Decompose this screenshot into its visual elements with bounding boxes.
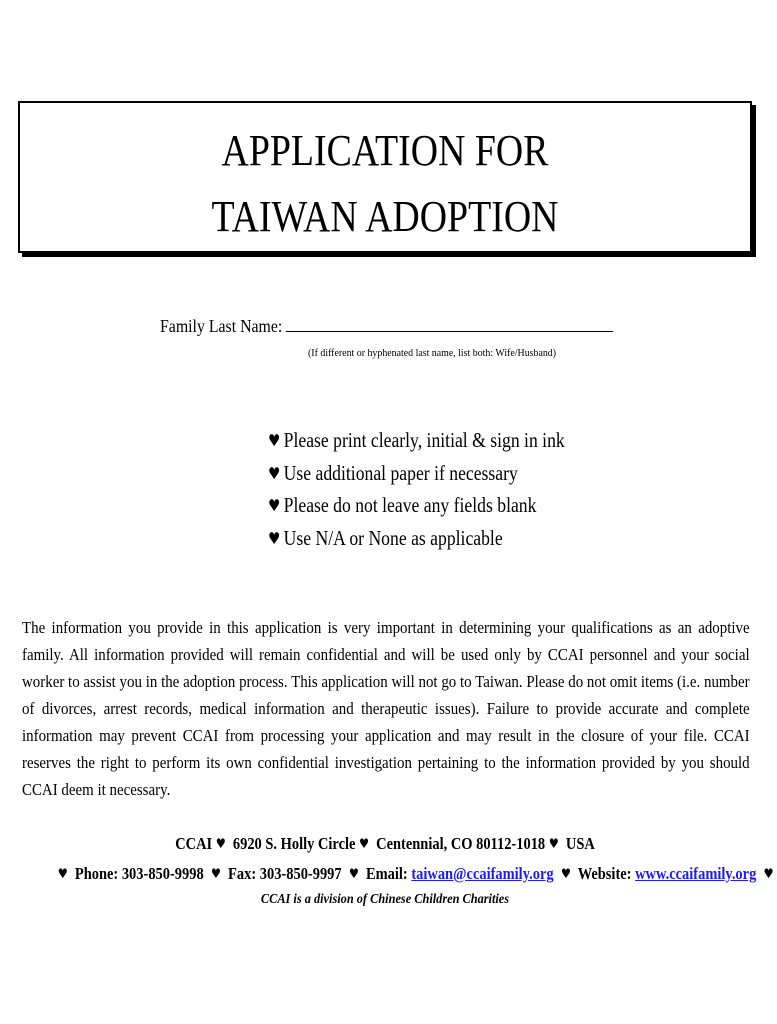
heart-icon: ♥ [268, 463, 281, 483]
heart-icon: ♥ [215, 837, 226, 852]
instruction-item [268, 491, 565, 524]
instruction-item [268, 459, 565, 492]
heart-icon: ♥ [57, 867, 68, 882]
website-link[interactable]: www.ccaifamily.org [635, 864, 757, 883]
email-link[interactable]: taiwan@ccaifamily.org [411, 864, 554, 883]
phone-label: Phone: [74, 864, 119, 883]
fax-number: 303-850-9997 [259, 864, 342, 883]
instruction-text: Please do not leave any fields blank [283, 493, 537, 517]
instruction-text: Please print clearly, initial & sign in ink [283, 428, 565, 452]
title-box [18, 101, 752, 253]
instruction-item [268, 524, 565, 557]
heart-icon: ♥ [548, 837, 559, 852]
fax-label: Fax: [228, 864, 257, 883]
footer-org: CCAI [175, 834, 213, 853]
heart-icon: ♥ [210, 867, 222, 882]
heart-icon: ♥ [268, 528, 281, 548]
instruction-text: Use N/A or None as applicable [283, 525, 503, 550]
website-label: Website: [577, 864, 632, 883]
footer-city: Centennial, CO 80112-1018 [376, 834, 546, 853]
heart-icon: ♥ [560, 867, 571, 882]
footer-street: 6920 S. Holly Circle [232, 834, 356, 853]
intro-paragraph: The information you provide in this application is very important in determining your qualifications as an adoptive family. All information provided will remain confidential and will be used only by CCAI personnel and your social worker to assist you in the adoption process. This application will not go to Taiwan. Please do not omit items (i.e. number of divorces, arrest records, medical information and therapeutic issues). Failure to provide accurate and complete information may prevent CCAI from processing your application and may result in the closure of your file. CCAI reserves the right to perform its own confidential investigation pertaining to the information provided by you should CCAI deem it necessary. [22, 618, 750, 799]
family-last-name-note: (If different or hyphenated last name, list both: Wife/Husband) [308, 347, 557, 359]
footer-contact [57, 864, 774, 884]
heart-icon: ♥ [763, 867, 774, 882]
footer-tagline: CCAI is a division of Chinese Children Charities [260, 892, 510, 907]
email-label: Email: [365, 864, 408, 883]
footer-address [58, 834, 713, 854]
instructions-list [268, 426, 621, 556]
instruction-item [268, 426, 565, 459]
phone-number: 303-850-9998 [121, 864, 204, 883]
heart-icon: ♥ [359, 837, 370, 852]
heart-icon: ♥ [348, 867, 359, 882]
family-last-name-row [160, 316, 613, 337]
title-line-1: APPLICATION FOR [221, 126, 549, 175]
heart-icon: ♥ [268, 496, 281, 515]
footer-country: USA [565, 834, 595, 853]
title-line-2: TAIWAN ADOPTION [211, 192, 559, 241]
family-last-name-field[interactable] [286, 317, 613, 332]
instruction-text: Use additional paper if necessary [283, 460, 518, 485]
heart-icon: ♥ [268, 431, 281, 450]
family-last-name-label: Family Last Name: [160, 316, 283, 336]
